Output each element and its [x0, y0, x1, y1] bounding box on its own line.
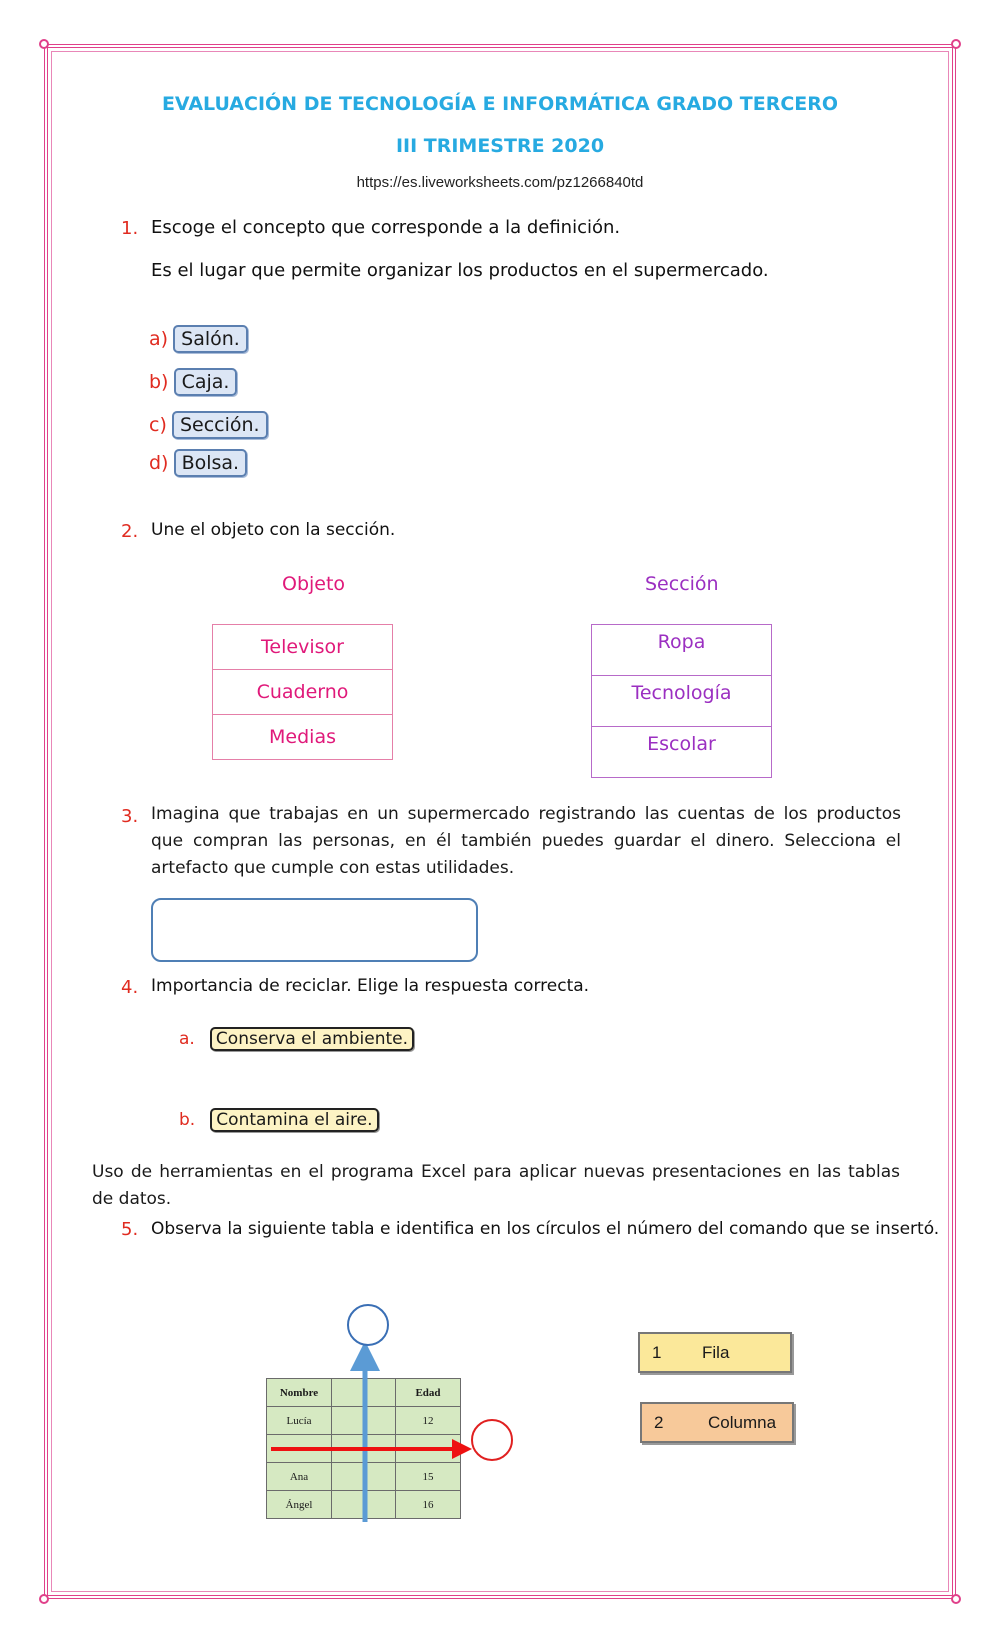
q5-number: 5.: [121, 1219, 139, 1240]
command-number: 1: [652, 1342, 662, 1362]
option-chip[interactable]: Bolsa.: [174, 449, 248, 477]
table-header-cell: Nombre: [267, 1379, 332, 1407]
command-number: 2: [654, 1412, 664, 1432]
table-cell: 16: [396, 1491, 461, 1519]
table-cell: Ana: [267, 1463, 332, 1491]
q1-number: 1.: [121, 218, 139, 239]
command-fila[interactable]: [638, 1332, 792, 1373]
q4-number: 4.: [121, 977, 139, 998]
option-letter: a.: [179, 1029, 195, 1049]
column-answer-circle[interactable]: [348, 1305, 388, 1345]
q3-text: Imagina que trabajas en un supermercado registrando las cuentas de los productos que compran las personas, en él también puedes guardar el dinero. Selecciona el artefacto que cumple con estas utilidades.: [151, 804, 901, 878]
table-cell: 15: [396, 1463, 461, 1491]
object-item[interactable]: Televisor: [213, 625, 393, 670]
command-label: Columna: [708, 1412, 777, 1432]
option-chip[interactable]: Caja.: [174, 368, 238, 396]
q2-number: 2.: [121, 521, 139, 542]
object-item[interactable]: Cuaderno: [213, 670, 393, 715]
objects-header: Objeto: [282, 573, 346, 595]
section-item[interactable]: Ropa: [592, 625, 772, 676]
page-subtitle: III TRIMESTRE 2020: [395, 135, 605, 157]
table-cell: Lucía: [267, 1407, 332, 1435]
q3-number: 3.: [121, 806, 139, 827]
option-letter: c): [149, 414, 167, 436]
option-chip[interactable]: Sección.: [172, 411, 268, 439]
worksheet-url: https://es.liveworksheets.com/pz1266840td: [356, 174, 644, 191]
command-columna[interactable]: [640, 1402, 794, 1443]
section-item[interactable]: Escolar: [592, 727, 772, 778]
section-item[interactable]: Tecnología: [592, 676, 772, 727]
option-letter: b): [149, 371, 169, 393]
q4-text: Importancia de reciclar. Elige la respuesta correcta.: [151, 976, 590, 996]
sections-header: Sección: [645, 573, 719, 595]
option-chip[interactable]: Salón.: [173, 325, 248, 353]
option-letter: a): [149, 328, 169, 350]
option-letter: b.: [179, 1110, 196, 1130]
row-answer-circle[interactable]: [472, 1420, 512, 1460]
page-title: EVALUACIÓN DE TECNOLOGÍA E INFORMÁTICA GRADO TERCERO: [161, 93, 839, 115]
table-header-cell: Edad: [396, 1379, 461, 1407]
table-cell: 12: [396, 1407, 461, 1435]
q1-definition: Es el lugar que permite organizar los productos en el supermercado.: [151, 260, 769, 281]
table-cell: Ángel: [267, 1491, 332, 1519]
excel-intro: Uso de herramientas en el programa Excel para aplicar nuevas presentaciones en las tablas de datos.: [92, 1162, 900, 1209]
option-chip[interactable]: Contamina el aire.: [210, 1108, 378, 1132]
q2-text: Une el objeto con la sección.: [151, 520, 396, 540]
option-letter: d): [149, 452, 169, 474]
object-item[interactable]: Medias: [213, 715, 393, 760]
command-label: Fila: [702, 1342, 730, 1362]
q1-text: Escoge el concepto que corresponde a la definición.: [151, 217, 621, 238]
q5-text: Observa la siguiente tabla e identifica en los círculos el número del comando que se insertó.: [151, 1219, 940, 1239]
option-chip[interactable]: Conserva el ambiente.: [210, 1027, 414, 1051]
